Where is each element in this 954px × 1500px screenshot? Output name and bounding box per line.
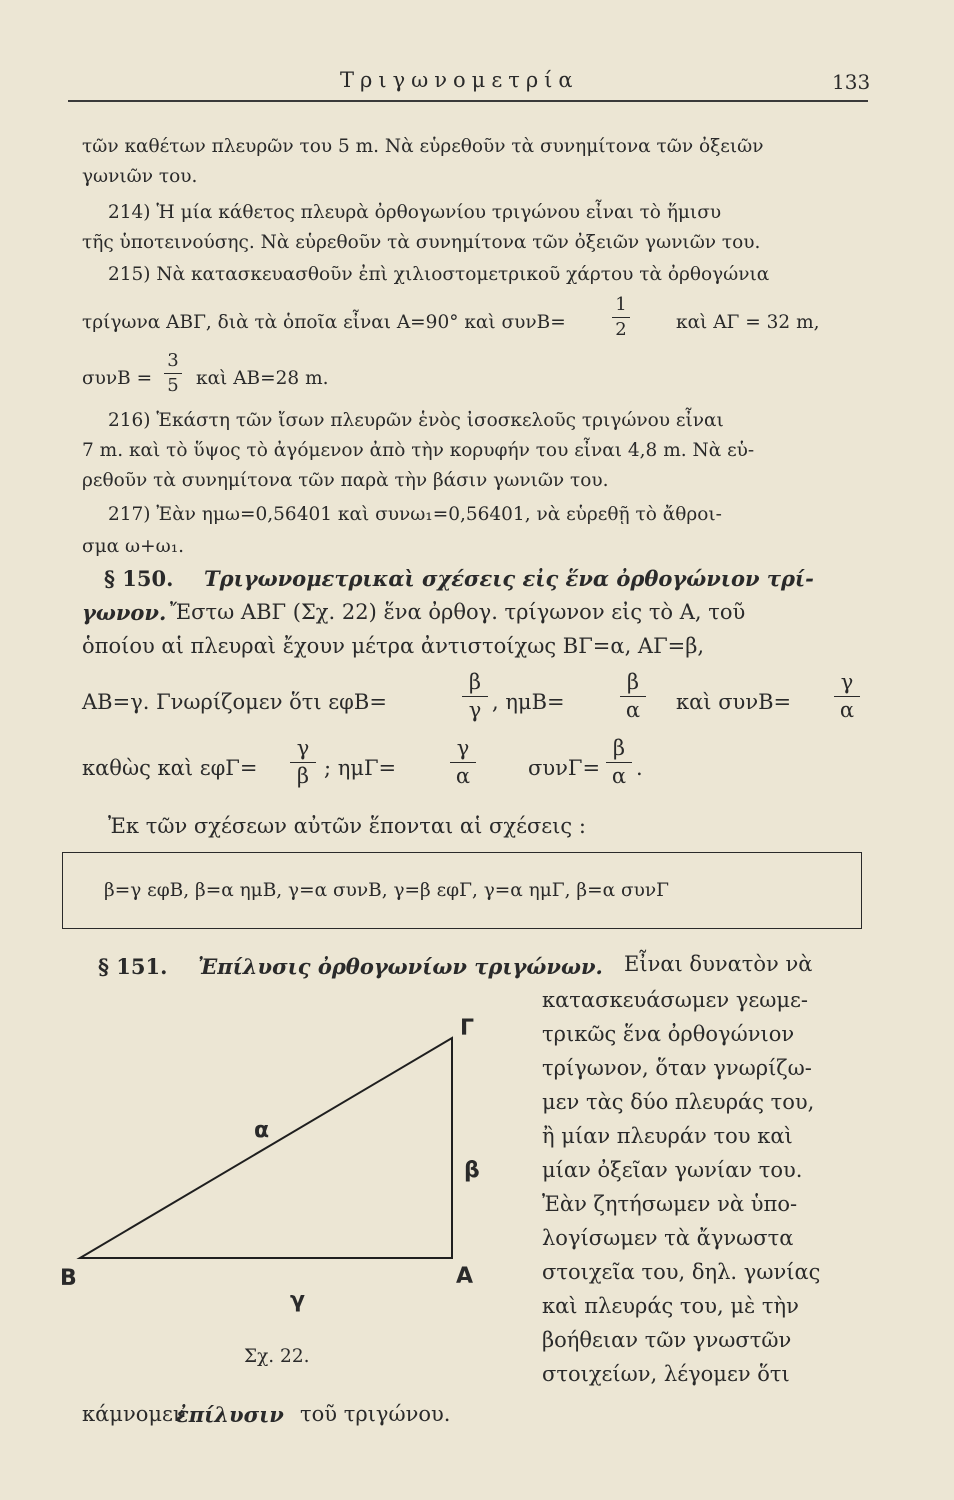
fraction-one-half [612,296,630,339]
side-label-a: α [254,1118,270,1143]
text-line: συνΓ= [528,756,601,780]
numerator: β [612,736,626,760]
vertex-label-A: Α [456,1264,474,1289]
side-label-g: γ [290,1288,305,1313]
text-line: λογίσωμεν τὰ ἄγνωστα [542,1226,794,1250]
section-150-title: Τριγωνομετρικαὶ σχέσεις εἰς ἕνα ὀρθογώνιον τρί- [204,566,814,591]
triangle-figure [60,1010,480,1290]
text-line: τοῦ τριγώνου. [300,1402,451,1426]
header-rule [68,100,868,102]
box-top-rule [62,852,862,853]
fraction-gamma-alpha-2 [450,738,476,787]
text-line: καθὼς καὶ εφΓ= [82,756,258,780]
text-line: ὁποίου αἱ πλευραὶ ἔχουν μέτρα ἀντιστοίχως ΒΓ=α, ΑΓ=β, [82,634,705,658]
figure-caption: Σχ. 22. [244,1346,310,1367]
text-line: ἢ μίαν πλευράν του καὶ [542,1124,793,1148]
text-line: μεν τὰς δύο πλευράς του, [542,1090,815,1114]
vertex-label-B: Β [60,1266,77,1291]
fraction-three-fifths [164,352,182,395]
text-line: 7 m. καὶ τὸ ὕψος τὸ ἀγόμενον ἀπὸ τὴν κορυφήν του εἶναι 4,8 m. Νὰ εὑ- [82,440,755,461]
text-line: τρίγωνον, ὅταν γνωρίζω- [542,1056,812,1080]
section-151-title: Ἐπίλυσις ὀρθογωνίων τριγώνων. [198,954,603,979]
page-number: 133 [832,70,871,94]
text-line: Ἐκ τῶν σχέσεων αὐτῶν ἕπονται αἱ σχέσεις : [108,814,586,838]
text-line: στοιχεῖα του, δηλ. γωνίας [542,1260,821,1284]
fraction-gamma-beta [290,738,316,787]
numerator: γ [840,670,854,694]
fraction-gamma-alpha [834,672,860,721]
running-header-title: Τριγωνομετρία [340,68,579,92]
denominator: 2 [615,319,627,340]
box-left-rule [62,852,63,928]
text-line: βοήθειαν τῶν γνωστῶν [542,1328,792,1352]
text-line: ΑΒ=γ. Γνωρίζομεν ὅτι εφΒ= [82,690,387,714]
denominator: α [455,764,471,788]
exercise-215: 215) Νὰ κατασκευασθοῦν ἐπὶ χιλιοστομετρικοῦ χάρτου τὰ ὀρθογώνια [108,264,770,285]
text-line: τῶν καθέτων πλευρῶν του 5 m. Νὰ εὑρεθοῦν τὰ συνημίτονα τῶν ὀξειῶν [82,136,764,157]
vertex-label-G: Γ [460,1016,475,1041]
exercise-216: 216) Ἑκάστη τῶν ἴσων πλευρῶν ἑνὸς ἰσοσκελοῦς τριγώνου εἶναι [108,410,724,431]
emphasis-epilysis: ἐπίλυσιν [176,1402,284,1427]
denominator: α [611,764,627,788]
text-line: , ημΒ= [492,690,565,714]
text-line: τῆς ὑποτεινούσης. Νὰ εὑρεθοῦν τὰ συνημίτονα τῶν ὀξειῶν γωνιῶν του. [82,232,761,253]
fraction-beta-gamma [462,672,488,721]
fraction-beta-alpha [620,672,646,721]
text-line: καὶ ΑΓ = 32 m, [676,312,820,333]
text-line: ρεθοῦν τὰ συνημίτονα τῶν παρὰ τὴν βάσιν γωνιῶν του. [82,470,609,491]
text-line: καὶ συνΒ= [676,690,792,714]
section-150-number: § 150. [104,566,174,591]
boxed-formulas: β=γ εφΒ, β=α ημΒ, γ=α συνΒ, γ=β εφΓ, γ=α ημΓ, β=α συνΓ [104,880,669,901]
text-line: στοιχείων, λέγομεν ὅτι [542,1362,790,1386]
numerator: γ [456,736,470,760]
denominator: α [839,698,855,722]
text-line: τρίγωνα ΑΒΓ, διὰ τὰ ὁποῖα εἶναι Α=90° καὶ συνΒ= [82,312,566,333]
numerator: β [468,670,482,694]
text-line: καὶ ΑΒ=28 m. [196,368,329,389]
exercise-217: 217) Ἐὰν ημω=0,56401 καὶ συνω₁=0,56401, νὰ εὑρεθῇ τὸ ἄθροι- [108,504,722,525]
box-bottom-rule [62,928,862,929]
text-line: γωνιῶν του. [82,166,198,187]
text-line: Ἐὰν ζητήσωμεν νὰ ὑπο- [542,1192,798,1216]
text-line: Εἶναι δυνατὸν νὰ [624,952,813,976]
text-line: Ἔστω ΑΒΓ (Σχ. 22) ἕνα ὀρθογ. τρίγωνον εἰς τὸ Α, τοῦ [170,600,746,624]
triangle-shape [80,1038,452,1258]
text-line: σμα ω+ω₁. [82,536,184,557]
denominator: α [625,698,641,722]
section-150-title-cont: γωνον. [82,600,167,625]
text-line: κατασκευάσωμεν γεωμε- [542,988,808,1012]
numerator: γ [296,736,310,760]
fraction-beta-alpha-2 [606,738,632,787]
numerator: β [626,670,640,694]
denominator: β [296,764,310,788]
numerator: 3 [167,350,179,371]
numerator: 1 [615,294,627,315]
section-151-number: § 151. [98,954,168,979]
box-right-rule [861,852,862,928]
denominator: γ [468,698,482,722]
text-line: καὶ πλευράς του, μὲ τὴν [542,1294,799,1318]
text-line: ; ημΓ= [324,756,397,780]
denominator: 5 [167,375,179,396]
text-line: συνΒ = [82,368,153,389]
text-line: τρικῶς ἕνα ὀρθογώνιον [542,1022,795,1046]
exercise-214: 214) Ἡ μία κάθετος πλευρὰ ὀρθογωνίου τριγώνου εἶναι τὸ ἥμισυ [108,202,722,223]
text-line: . [636,756,643,780]
text-line: κάμνομεν [82,1402,186,1426]
side-label-b: β [464,1158,480,1183]
text-line: μίαν ὀξεῖαν γωνίαν του. [542,1158,803,1182]
